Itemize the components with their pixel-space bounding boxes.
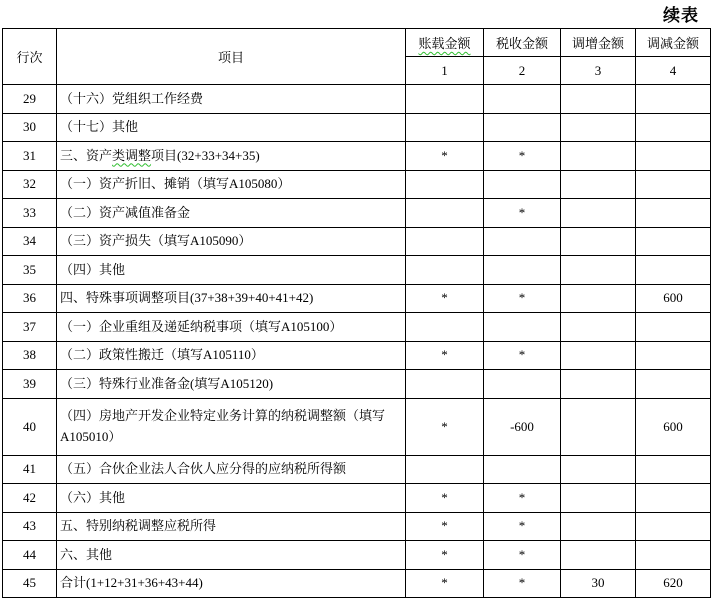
- row-line-number[interactable]: 31: [3, 142, 57, 171]
- amount-cell-col3[interactable]: [561, 484, 636, 513]
- amount-cell-col1[interactable]: [406, 313, 484, 342]
- amount-cell-col4[interactable]: [636, 227, 711, 256]
- row-item-label[interactable]: [57, 170, 406, 199]
- item-text: 项目(32+33+34+35): [151, 147, 260, 163]
- table-row: [3, 398, 711, 455]
- table-row: [3, 170, 711, 199]
- amount-cell-col4[interactable]: [636, 170, 711, 199]
- amount-cell-col4[interactable]: [636, 85, 711, 114]
- spellcheck-underlined-text: 类调整: [112, 147, 152, 163]
- amount-cell-col2[interactable]: [484, 227, 561, 256]
- row-line-number[interactable]: 32: [3, 170, 57, 199]
- table-row: [3, 142, 711, 171]
- col-header-increase-amount[interactable]: [561, 29, 636, 57]
- amount-cell-col1[interactable]: *: [406, 398, 484, 455]
- col-header-book-amount-label: 账载金额: [418, 36, 471, 51]
- col-header-increase-amount-label: 调增金额: [571, 36, 624, 51]
- item-text: （一）企业重组及递延纳税事项（填写A105100）: [60, 318, 343, 334]
- amount-cell-col4[interactable]: [636, 142, 711, 171]
- amount-cell-col1[interactable]: [406, 370, 484, 399]
- col-number-2[interactable]: 2: [484, 57, 561, 85]
- row-line-number[interactable]: 39: [3, 370, 57, 399]
- amount-cell-col4[interactable]: [636, 512, 711, 541]
- amount-cell-col2[interactable]: *: [484, 541, 561, 570]
- table-row: [3, 284, 711, 313]
- amount-cell-col4[interactable]: [636, 113, 711, 142]
- row-item-label[interactable]: [57, 370, 406, 399]
- row-line-number[interactable]: 40: [3, 398, 57, 455]
- row-line-number[interactable]: 37: [3, 313, 57, 342]
- row-item-label[interactable]: [57, 313, 406, 342]
- amount-cell-col2[interactable]: *: [484, 142, 561, 171]
- item-text: （一）资产折旧、摊销（填写A105080）: [60, 176, 291, 192]
- item-text: （十六）党组织工作经费: [60, 90, 204, 106]
- amount-cell-col3[interactable]: [561, 142, 636, 171]
- table-row: [3, 569, 711, 598]
- table-body: [3, 85, 711, 598]
- amount-cell-col2[interactable]: *: [484, 512, 561, 541]
- item-text: （三）资产损失（填写A105090）: [60, 233, 252, 249]
- amount-cell-col4[interactable]: [636, 313, 711, 342]
- row-item-label[interactable]: [57, 256, 406, 285]
- amount-cell-col4[interactable]: [636, 341, 711, 370]
- amount-cell-col2[interactable]: [484, 113, 561, 142]
- amount-cell-col1[interactable]: [406, 256, 484, 285]
- table-row: [3, 455, 711, 484]
- table-header: [3, 29, 711, 85]
- amount-cell-col3[interactable]: [561, 199, 636, 228]
- amount-cell-col2[interactable]: [484, 85, 561, 114]
- row-line-number[interactable]: 36: [3, 284, 57, 313]
- row-item-label[interactable]: [57, 569, 406, 598]
- amount-cell-col1[interactable]: *: [406, 142, 484, 171]
- table-row: [3, 256, 711, 285]
- amount-cell-col2[interactable]: [484, 370, 561, 399]
- amount-cell-col4[interactable]: 600: [636, 284, 711, 313]
- table-row: [3, 541, 711, 570]
- row-line-number[interactable]: 45: [3, 569, 57, 598]
- amount-cell-col1[interactable]: *: [406, 284, 484, 313]
- amount-cell-col1[interactable]: *: [406, 541, 484, 570]
- amount-cell-col2[interactable]: [484, 455, 561, 484]
- amount-cell-col2[interactable]: *: [484, 569, 561, 598]
- item-text: （六）其他: [60, 489, 126, 505]
- amount-cell-col4[interactable]: [636, 541, 711, 570]
- item-text: 六、其他: [60, 546, 113, 562]
- amount-cell-col3[interactable]: [561, 398, 636, 455]
- row-line-number[interactable]: 38: [3, 341, 57, 370]
- item-text: （三）特殊行业准备金(填写A105120): [60, 375, 274, 391]
- amount-cell-col3[interactable]: 30: [561, 569, 636, 598]
- table-row: [3, 313, 711, 342]
- row-item-label[interactable]: [57, 512, 406, 541]
- amount-cell-col2[interactable]: *: [484, 284, 561, 313]
- amount-cell-col3[interactable]: [561, 512, 636, 541]
- table-row: [3, 341, 711, 370]
- amount-cell-col3[interactable]: [561, 256, 636, 285]
- table-row: [3, 85, 711, 114]
- amount-cell-col1[interactable]: *: [406, 484, 484, 513]
- table-row: [3, 370, 711, 399]
- amount-cell-col4[interactable]: 620: [636, 569, 711, 598]
- row-line-number[interactable]: 44: [3, 541, 57, 570]
- amount-cell-col1[interactable]: *: [406, 569, 484, 598]
- amount-cell-col4[interactable]: [636, 484, 711, 513]
- amount-cell-col1[interactable]: *: [406, 341, 484, 370]
- amount-cell-col3[interactable]: [561, 341, 636, 370]
- row-item-label[interactable]: [57, 455, 406, 484]
- amount-cell-col1[interactable]: [406, 227, 484, 256]
- amount-cell-col2[interactable]: [484, 256, 561, 285]
- row-item-label[interactable]: [57, 142, 406, 171]
- amount-cell-col4[interactable]: [636, 256, 711, 285]
- row-line-number[interactable]: 29: [3, 85, 57, 114]
- row-line-number[interactable]: 34: [3, 227, 57, 256]
- amount-cell-col2[interactable]: -600: [484, 398, 561, 455]
- amount-cell-col1[interactable]: [406, 199, 484, 228]
- amount-cell-col1[interactable]: *: [406, 512, 484, 541]
- table-row: [3, 199, 711, 228]
- item-text: （二）资产减值准备金: [60, 204, 191, 220]
- row-item-label[interactable]: [57, 227, 406, 256]
- row-item-label[interactable]: [57, 113, 406, 142]
- amount-cell-col4[interactable]: [636, 370, 711, 399]
- amount-cell-col2[interactable]: *: [484, 199, 561, 228]
- col-header-tax-amount[interactable]: [484, 29, 561, 57]
- tax-adjustment-table: [2, 28, 711, 598]
- amount-cell-col2[interactable]: [484, 313, 561, 342]
- row-item-label[interactable]: [57, 541, 406, 570]
- amount-cell-col1[interactable]: [406, 113, 484, 142]
- header-row-labels: [3, 29, 711, 57]
- col-header-line-number[interactable]: [3, 29, 57, 85]
- item-text: （十七）其他: [60, 119, 139, 135]
- amount-cell-col3[interactable]: [561, 313, 636, 342]
- continued-table-caption: 续表: [663, 6, 699, 25]
- table-row: [3, 512, 711, 541]
- col-number-3[interactable]: 3: [561, 57, 636, 85]
- row-item-label[interactable]: [57, 199, 406, 228]
- col-header-item-label: 项目: [217, 50, 244, 65]
- amount-cell-col4[interactable]: 600: [636, 398, 711, 455]
- amount-cell-col3[interactable]: [561, 370, 636, 399]
- item-text: 三、资产: [60, 147, 113, 163]
- col-number-4[interactable]: 4: [636, 57, 711, 85]
- amount-cell-col1[interactable]: [406, 85, 484, 114]
- item-text: 合计(1+12+31+36+43+44): [60, 575, 203, 591]
- row-line-number[interactable]: 43: [3, 512, 57, 541]
- row-line-number[interactable]: 42: [3, 484, 57, 513]
- item-text: （四）其他: [60, 261, 126, 277]
- row-line-number[interactable]: 41: [3, 455, 57, 484]
- amount-cell-col4[interactable]: [636, 455, 711, 484]
- item-text: 四、特殊事项调整项目(37+38+39+40+41+42): [60, 290, 314, 306]
- col-header-decrease-amount[interactable]: [636, 29, 711, 57]
- amount-cell-col1[interactable]: [406, 170, 484, 199]
- item-text: （四）房地产开发企业特定业务计算的纳税调整额（填写A105010）: [60, 408, 386, 444]
- col-header-item[interactable]: [57, 29, 406, 85]
- amount-cell-col3[interactable]: [561, 455, 636, 484]
- amount-cell-col3[interactable]: [561, 541, 636, 570]
- row-item-label[interactable]: [57, 284, 406, 313]
- item-text: 五、特别纳税调整应税所得: [60, 518, 217, 534]
- amount-cell-col3[interactable]: [561, 85, 636, 114]
- col-header-tax-amount-label: 税收金额: [495, 36, 548, 51]
- amount-cell-col2[interactable]: *: [484, 341, 561, 370]
- col-number-1[interactable]: 1: [406, 57, 484, 85]
- table-row: [3, 227, 711, 256]
- row-item-label[interactable]: [57, 484, 406, 513]
- amount-cell-col3[interactable]: [561, 113, 636, 142]
- row-item-label[interactable]: [57, 398, 406, 455]
- item-text: （五）合伙企业法人合伙人应分得的应纳税所得额: [60, 461, 347, 477]
- row-line-number[interactable]: 30: [3, 113, 57, 142]
- col-header-book-amount[interactable]: [406, 29, 484, 57]
- row-line-number[interactable]: 33: [3, 199, 57, 228]
- amount-cell-col3[interactable]: [561, 170, 636, 199]
- table-row: [3, 484, 711, 513]
- amount-cell-col3[interactable]: [561, 284, 636, 313]
- amount-cell-col1[interactable]: [406, 455, 484, 484]
- amount-cell-col3[interactable]: [561, 227, 636, 256]
- amount-cell-col4[interactable]: [636, 199, 711, 228]
- row-item-label[interactable]: [57, 341, 406, 370]
- row-item-label[interactable]: [57, 85, 406, 114]
- col-header-line-label: 行次: [16, 50, 43, 65]
- amount-cell-col2[interactable]: *: [484, 484, 561, 513]
- col-header-decrease-amount-label: 调减金额: [646, 36, 699, 51]
- row-line-number[interactable]: 35: [3, 256, 57, 285]
- item-text: （二）政策性搬迁（填写A105110）: [60, 347, 264, 363]
- amount-cell-col2[interactable]: [484, 170, 561, 199]
- table-row: [3, 113, 711, 142]
